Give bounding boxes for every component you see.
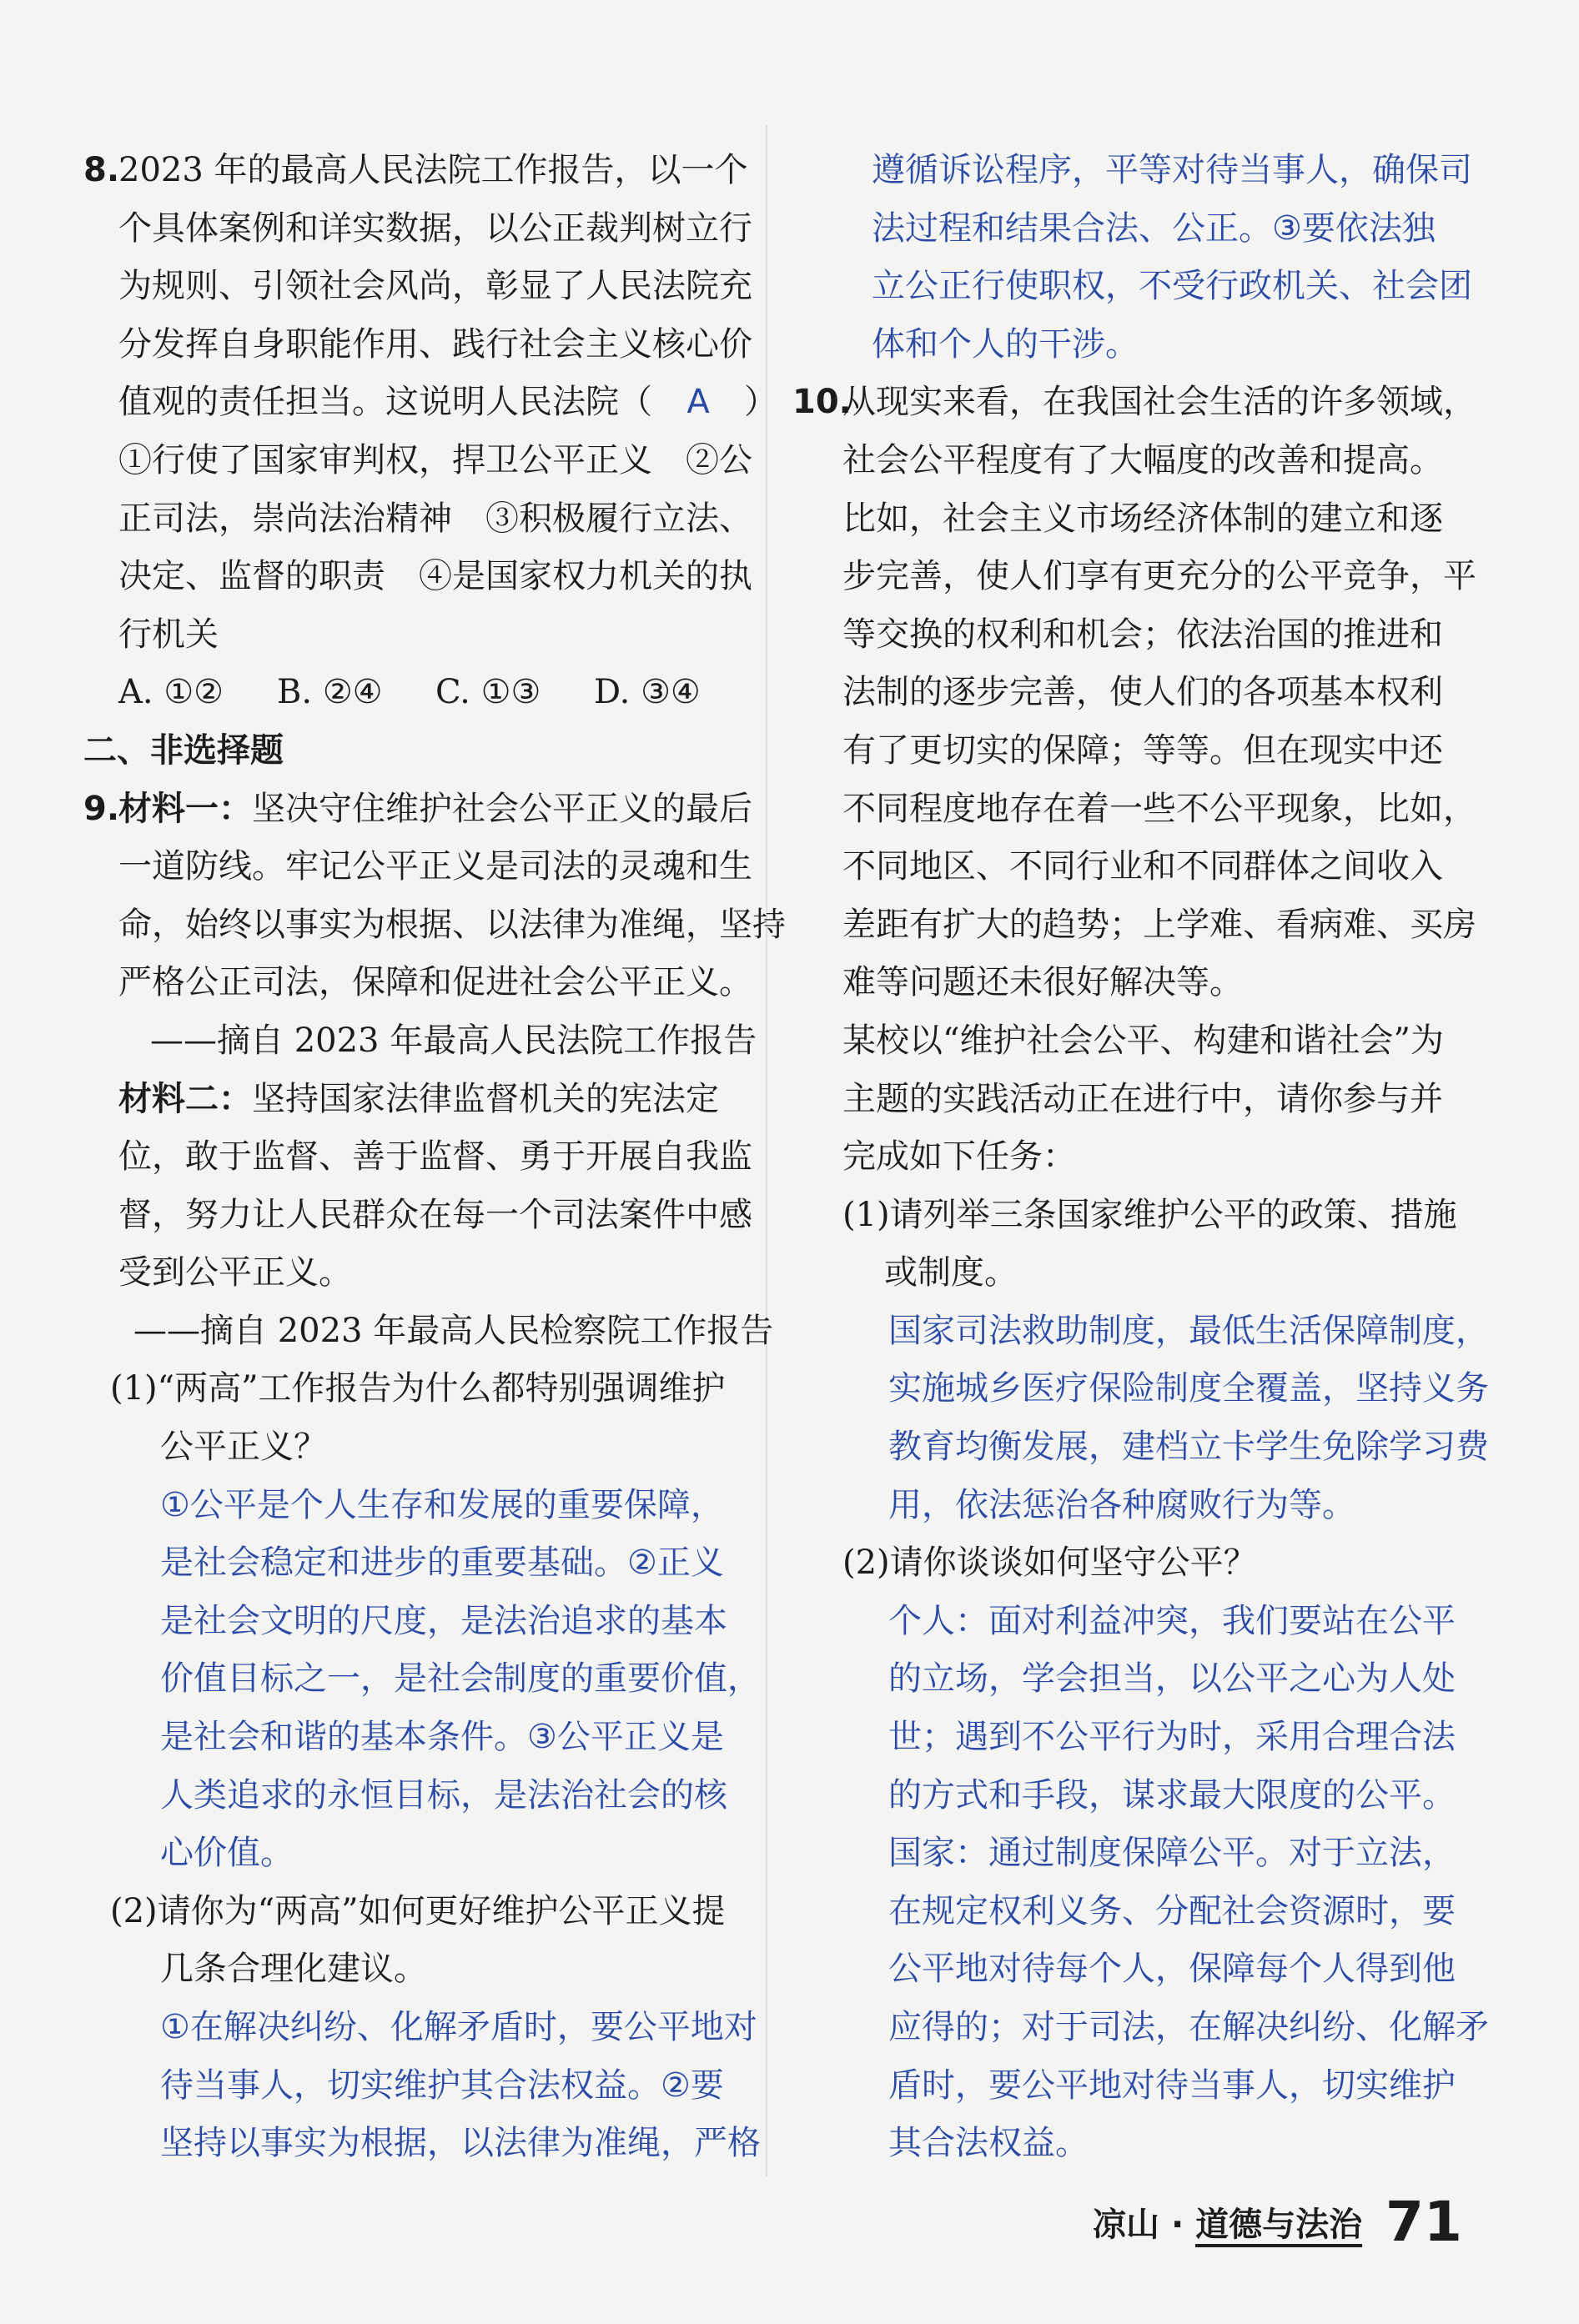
q9-sub2-answer-0: ①在解决纠纷、化解矛盾时，要公平地对 bbox=[160, 2008, 757, 2046]
q10-sub1-question-1: 或制度。 bbox=[884, 1253, 1018, 1293]
q10-sub2-answer-2: 世；遇到不公平行为时，采用合理合法 bbox=[888, 1718, 1456, 1757]
q9-material2-source: ——摘自 2023 年最高人民检察院工作报告 bbox=[133, 1311, 774, 1350]
q10-sub2-answer-9: 其合法权益。 bbox=[888, 2124, 1089, 2163]
q10-line-7: 不同程度地存在着一些不公平现象，比如， bbox=[842, 789, 1476, 828]
q8-line-0: 8. 2023 年的最高人民法院工作报告，以一个 bbox=[83, 142, 742, 200]
section-title: 二、非选择题 bbox=[83, 730, 284, 770]
q8-line-2: 为规则、引领社会风尚，彰显了人民法院充 bbox=[118, 267, 752, 306]
q8-option-d: D. ③④ bbox=[594, 673, 701, 712]
q10-line-4: 等交换的权利和机会；依法治国的推进和 bbox=[842, 615, 1443, 654]
q9-material2-line-1: 位，敢于监督、善于监督、勇于开展自我监 bbox=[118, 1137, 752, 1177]
q10-sub1-question-0: (1)请列举三条国家维护公平的政策、措施 bbox=[842, 1195, 1457, 1234]
q8-statement-3: 行机关 bbox=[118, 615, 219, 654]
q9-material1-line-1: 一道防线。牢记公平正义是司法的灵魂和生 bbox=[118, 847, 752, 886]
q9-sub1-answer-3: 价值目标之一，是社会制度的重要价值， bbox=[160, 1659, 761, 1699]
q10-task-1: 主题的实践活动正在进行中，请你参与并 bbox=[842, 1079, 1443, 1118]
q10-line-10: 难等问题还未很好解决等。 bbox=[842, 963, 1243, 1002]
q8-statement-2: 决定、监督的职责 ④是国家权力机关的执 bbox=[118, 557, 752, 596]
q10-sub2-answer-6: 公平地对待每个人，保障每个人得到他 bbox=[888, 1950, 1456, 1989]
q9-material2-line-2: 督，努力让人民群众在每一个司法案件中感 bbox=[118, 1195, 752, 1234]
right-column bbox=[792, 142, 1489, 2173]
q10-task-2: 完成如下任务： bbox=[842, 1137, 1076, 1177]
q8-answer: A bbox=[686, 383, 710, 422]
q10-task-0: 某校以“维护社会公平、构建和谐社会”为 bbox=[842, 1021, 1444, 1060]
q9-sub1-answer-2: 是社会文明的尺度，是法治追求的基本 bbox=[160, 1601, 727, 1640]
q9-sub2-question-1: 几条合理化建议。 bbox=[160, 1950, 427, 1989]
q8-option-b: B. ②④ bbox=[277, 673, 383, 712]
q10-line-0: 10. 从现实来看，在我国社会生活的许多领域， bbox=[792, 374, 1451, 432]
q9-sub1-question-0: (1)“两高”工作报告为什么都特别强调维护 bbox=[110, 1369, 726, 1408]
footer-subject: 道德与法治 bbox=[1195, 2206, 1362, 2247]
q10-sub1-answer-2: 教育均衡发展，建档立卡学生免除学习费 bbox=[888, 1428, 1489, 1467]
q9-sub1-answer-4: 是社会和谐的基本条件。③公平正义是 bbox=[160, 1718, 724, 1757]
q9-sub2-question-0: (2)请你为“两高”如何更好维护公平正义提 bbox=[110, 1891, 726, 1930]
q9-sub1-answer-0: ①公平是个人生存和发展的重要保障， bbox=[160, 1485, 724, 1524]
q9-sub2-answer-6: 体和个人的干涉。 bbox=[872, 324, 1139, 364]
q10-line-1: 社会公平程度有了大幅度的改善和提高。 bbox=[842, 440, 1443, 479]
q10-sub2-answer-5: 在规定权利义务、分配社会资源时，要 bbox=[888, 1891, 1456, 1930]
q10-number: 10. bbox=[792, 383, 852, 422]
page-number: 71 bbox=[1385, 2190, 1462, 2254]
q9-material2-line-3: 受到公平正义。 bbox=[118, 1253, 352, 1293]
q10-sub1-answer-1: 实施城乡医疗保险制度全覆盖，坚持义务 bbox=[888, 1369, 1489, 1408]
q8-line-3: 分发挥自身职能作用、践行社会主义核心价 bbox=[118, 324, 752, 364]
q10-sub2-answer-1: 的立场，学会担当，以公平之心为人处 bbox=[888, 1659, 1456, 1699]
q9-material1-line-3: 严格公正司法，保障和促进社会公平正义。 bbox=[118, 963, 752, 1002]
q9-material1-line-2: 命，始终以事实为根据、以法律为准绳，坚持 bbox=[118, 905, 786, 944]
q10-sub1-answer-0: 国家司法救助制度，最低生活保障制度， bbox=[888, 1311, 1489, 1350]
q9-number: 9. bbox=[83, 789, 120, 828]
q8-number: 8. bbox=[83, 151, 120, 189]
left-column bbox=[83, 142, 786, 2173]
q9-sub2-answer-3: 遵循诉讼程序，平等对待当事人，确保司 bbox=[872, 151, 1472, 189]
q10-line-9: 差距有扩大的趋势；上学难、看病难、买房 bbox=[842, 905, 1476, 944]
q9-sub2-answer-4: 法过程和结果合法、公正。③要依法独 bbox=[872, 208, 1436, 248]
q9-sub2-answer-1: 待当事人，切实维护其合法权益。②要 bbox=[160, 2065, 724, 2105]
q8-line-4: 值观的责任担当。这说明人民法院（ A ） bbox=[83, 374, 742, 432]
q10-line-5: 法制的逐步完善，使人们的各项基本权利 bbox=[842, 673, 1443, 712]
q10-sub2-answer-8: 盾时，要公平地对待当事人，切实维护 bbox=[888, 2065, 1456, 2105]
page-footer bbox=[1093, 2189, 1462, 2258]
q9-sub2-answer-2: 坚持以事实为根据，以法律为准绳，严格 bbox=[160, 2124, 761, 2163]
q8-option-c: C. ①③ bbox=[435, 673, 541, 712]
column-divider bbox=[766, 125, 767, 2176]
q9-sub1-answer-1: 是社会稳定和进步的重要基础。②正义 bbox=[160, 1543, 724, 1583]
q9-material1-source: ——摘自 2023 年最高人民法院工作报告 bbox=[150, 1021, 757, 1060]
material2-label: 材料二： bbox=[118, 1079, 252, 1118]
q10-sub2-answer-3: 的方式和手段，谋求最大限度的公平。 bbox=[888, 1775, 1456, 1815]
q9-material2-line-0: 材料二：坚持国家法律监督机关的宪法定 bbox=[118, 1079, 719, 1118]
q8-option-a: A. ①② bbox=[118, 673, 224, 712]
q9-sub1-question-1: 公平正义？ bbox=[160, 1428, 327, 1467]
q10-sub2-answer-4: 国家：通过制度保障公平。对于立法， bbox=[888, 1834, 1456, 1873]
material1-label: 材料一： bbox=[118, 789, 252, 828]
q8-statement-0: ①行使了国家审判权，捍卫公平正义 ②公 bbox=[118, 440, 752, 479]
q8-line-1: 个具体案例和详实数据，以公正裁判树立行 bbox=[118, 208, 752, 248]
q9-sub2-answer-5: 立公正行使职权，不受行政机关、社会团 bbox=[872, 267, 1472, 306]
q10-sub2-answer-0: 个人：面对利益冲突，我们要站在公平 bbox=[888, 1601, 1456, 1640]
footer-separator: · bbox=[1170, 2206, 1184, 2244]
q10-sub1-answer-3: 用，依法惩治各种腐败行为等。 bbox=[888, 1485, 1355, 1524]
q10-line-2: 比如，社会主义市场经济体制的建立和逐 bbox=[842, 499, 1443, 538]
q9-sub1-answer-5: 人类追求的永恒目标，是法治社会的核 bbox=[160, 1775, 727, 1815]
q8-options bbox=[83, 664, 742, 722]
q10-sub2-question: (2)请你谈谈如何坚守公平？ bbox=[842, 1543, 1257, 1583]
q9-material1-line-0: 9. 材料一：坚决守住维护社会公平正义的最后 bbox=[83, 781, 742, 839]
q10-line-6: 有了更切实的保障；等等。但在现实中还 bbox=[842, 730, 1443, 770]
q10-sub2-answer-7: 应得的；对于司法，在解决纠纷、化解矛 bbox=[888, 2008, 1489, 2046]
q10-line-8: 不同地区、不同行业和不同群体之间收入 bbox=[842, 847, 1443, 886]
q9-sub1-answer-6: 心价值。 bbox=[160, 1834, 294, 1873]
q8-statement-1: 正司法，崇尚法治精神 ③积极履行立法、 bbox=[118, 499, 752, 538]
q10-line-3: 步完善，使人们享有更充分的公平竞争，平 bbox=[842, 557, 1476, 596]
footer-region: 凉山 bbox=[1093, 2206, 1159, 2244]
